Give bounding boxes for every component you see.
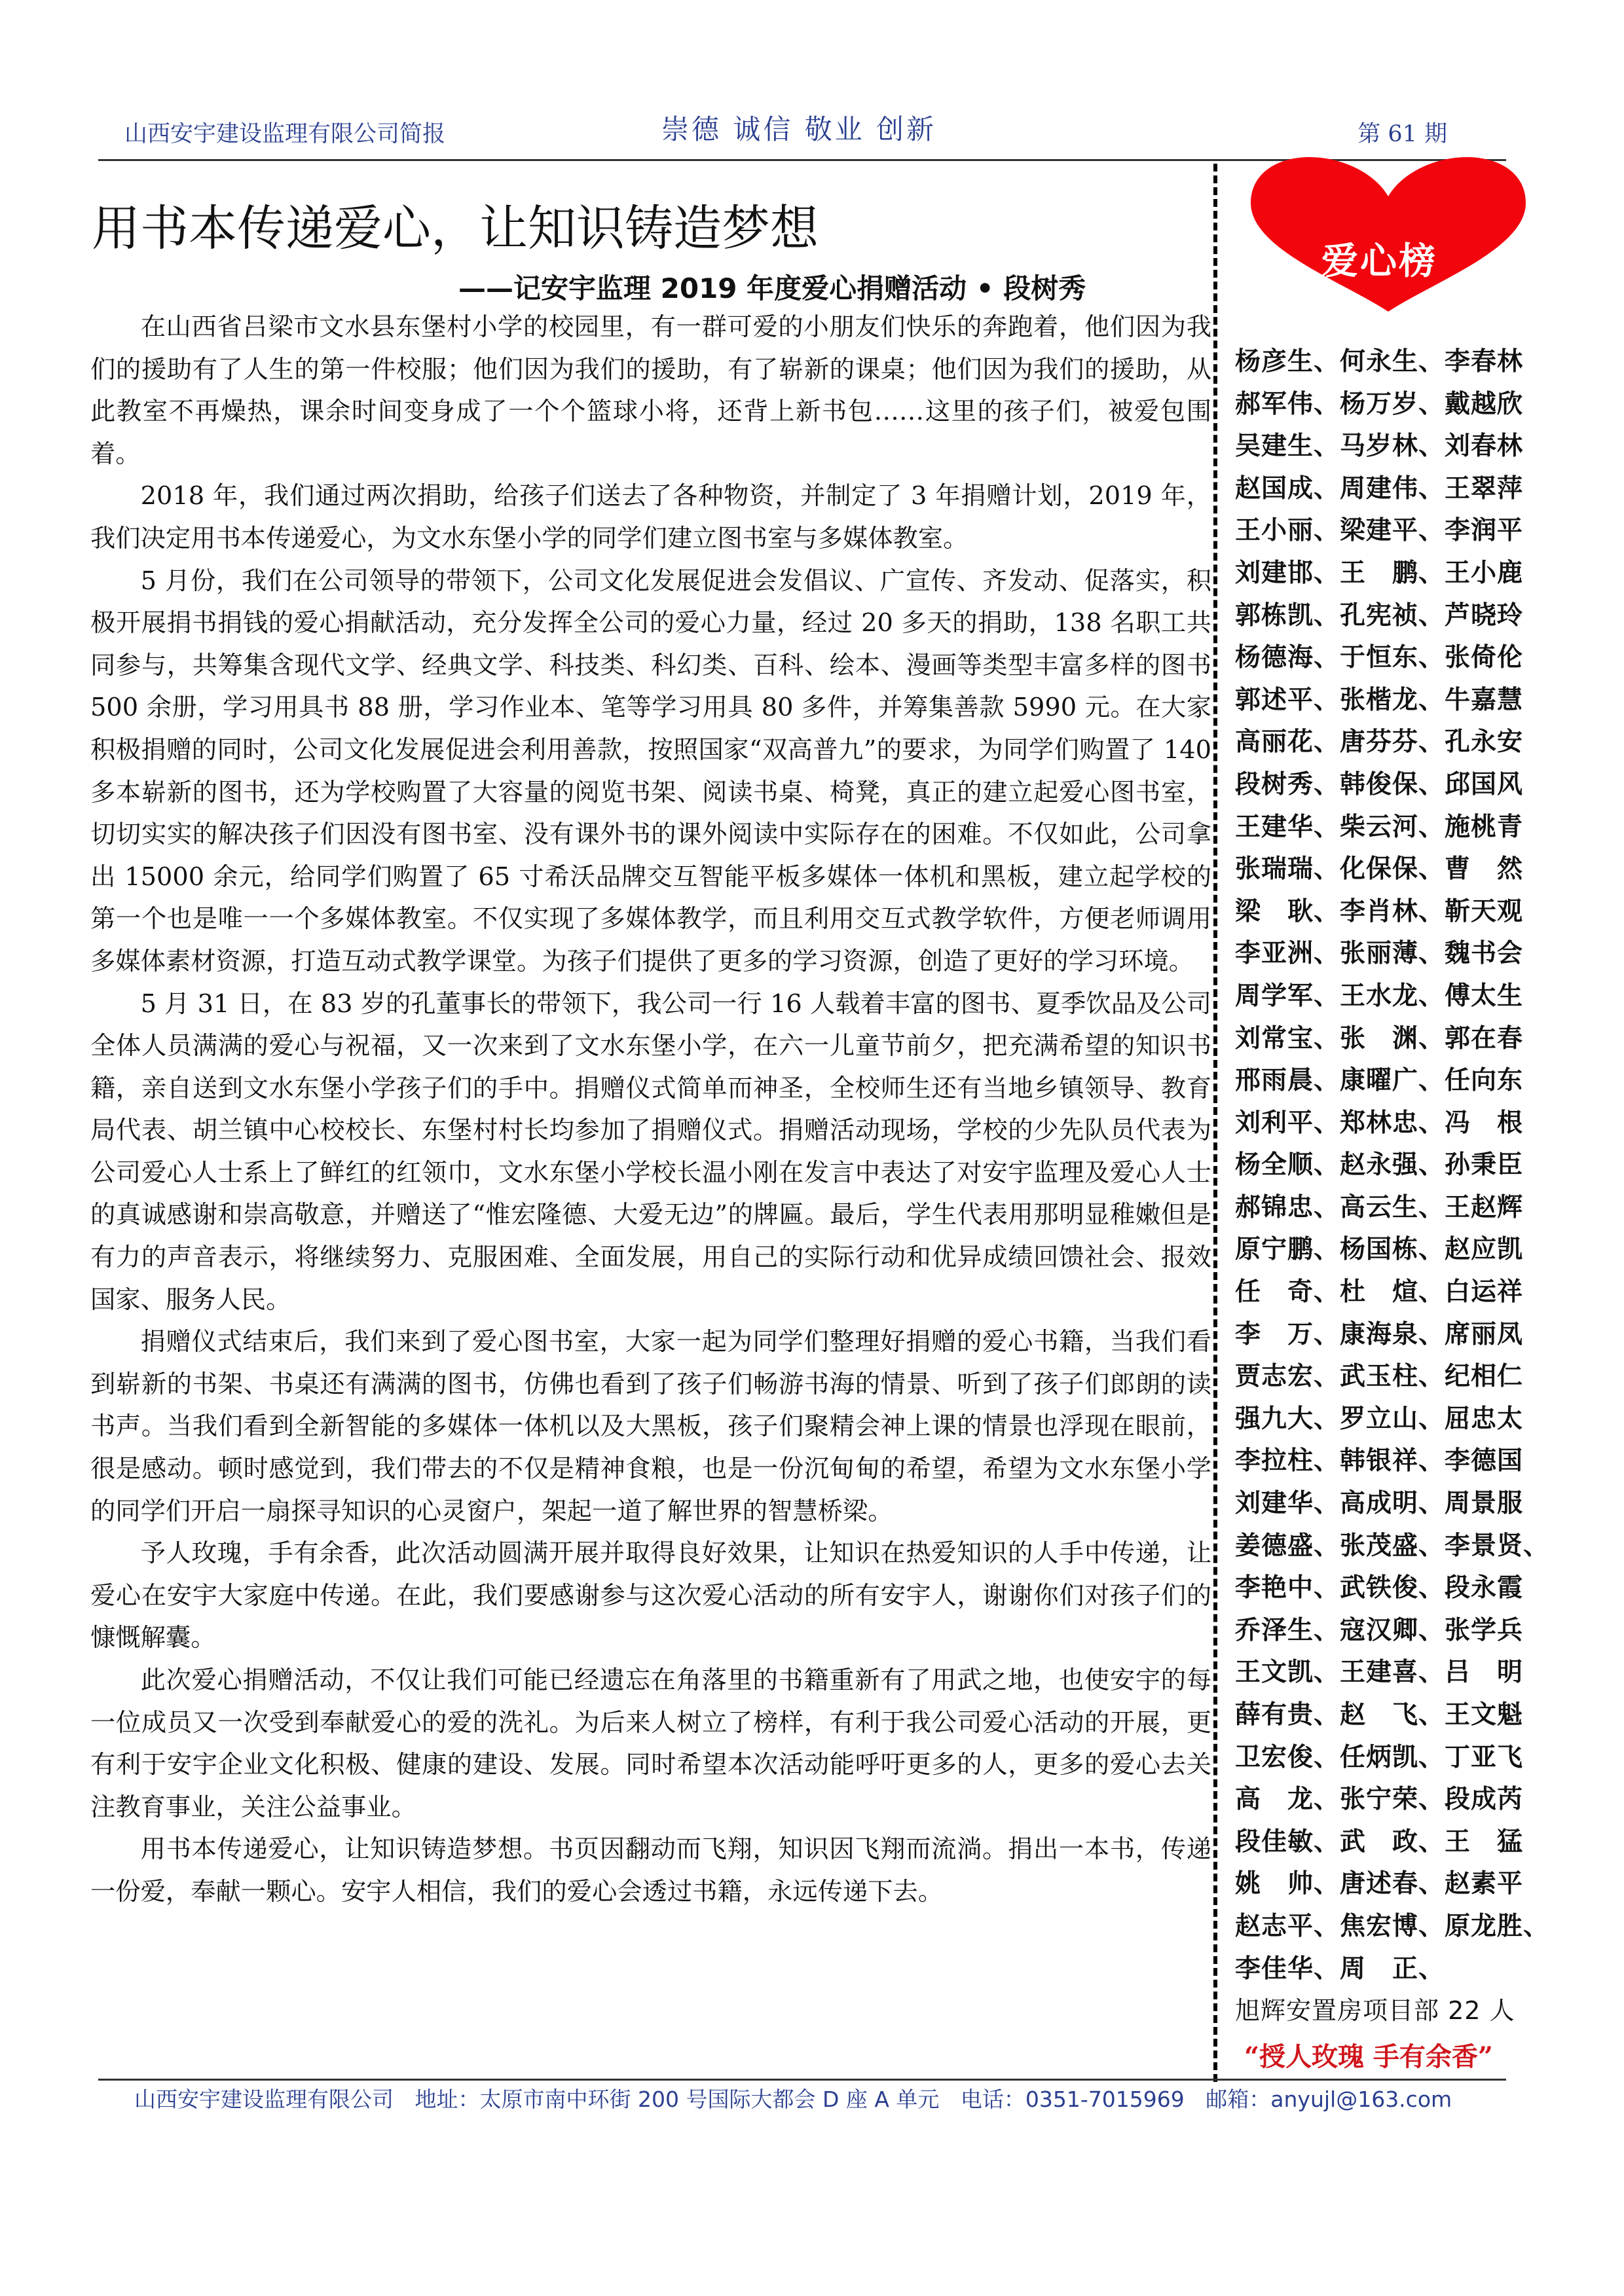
donor-row: 薛有贵、赵 飞、王文魁 — [1235, 1700, 1524, 1730]
donor-row: 刘建邯、王 鹏、王小鹿 — [1235, 557, 1524, 588]
donor-row: 郭述平、张楷龙、牛嘉慧 — [1235, 684, 1524, 715]
donor-row: 王小丽、梁建平、李润平 — [1235, 515, 1524, 546]
paragraph: 用书本传递爱心，让知识铸造梦想。书页因翻动而飞翔，知识因飞翔而流淌。捐出一本书，传递一份爱，奉献一颗心。安宇人相信，我们的爱心会透过书籍，永远传递下去。 — [90, 1834, 1211, 1906]
donor-row: 强九大、罗立山、屈忠太 — [1235, 1403, 1524, 1434]
column-divider — [1213, 164, 1217, 2082]
donor-row: 郭栋凯、孔宪祯、芦晓玲 — [1235, 600, 1524, 630]
donor-row: 刘常宝、张 渊、郭在春 — [1235, 1023, 1524, 1053]
motto: “授人玫瑰 手有余香” — [1244, 2041, 1493, 2072]
heart-label: 爱心榜 — [1321, 240, 1437, 283]
donor-row: 王建华、柴云河、施桃青 — [1235, 811, 1524, 842]
donor-row: 梁 耿、李肖林、靳天观 — [1235, 896, 1524, 926]
paragraph: 在山西省吕梁市文水县东堡村小学的校园里，有一群可爱的小朋友们快乐的奔跑着，他们因为我们的援助有了人生的第一件校服；他们因为我们的援助，有了崭新的课桌；他们因为我们的援助，从此教室不再燥热，课余时间变身成了一个个篮球小将，还背上新书包……这里的孩子们，被爱包围着。 — [90, 312, 1211, 469]
donor-row: 李艳中、武铁俊、段永霞 — [1235, 1573, 1524, 1603]
donor-row: 杨全顺、赵永强、孙秉臣 — [1235, 1150, 1524, 1180]
paragraph: 予人玫瑰，手有余香，此次活动圆满开展并取得良好效果，让知识在热爱知识的人手中传递，让爱心在安宇大家庭中传递。在此，我们要感谢参与这次爱心活动的所有安宇人，谢谢你们对孩子们的慷慨解囊。 — [90, 1539, 1211, 1653]
article-body — [90, 306, 1211, 1914]
donor-row: 高 龙、张宁荣、段成芮 — [1235, 1784, 1524, 1815]
donor-row: 姚 帅、唐述春、赵素平 — [1235, 1868, 1524, 1899]
donor-row: 高丽花、唐芬芬、孔永安 — [1235, 727, 1524, 757]
donor-row: 李 万、康海泉、席丽凤 — [1235, 1319, 1524, 1349]
donor-row: 刘利平、郑林忠、冯 根 — [1235, 1107, 1524, 1138]
donor-row: 任 奇、杜 煊、白运祥 — [1235, 1277, 1524, 1307]
donor-row: 贾志宏、武玉柱、纪相仁 — [1235, 1361, 1524, 1392]
donor-row: 王文凯、王建喜、吕 明 — [1235, 1657, 1524, 1688]
footer — [134, 2083, 1466, 2113]
project-team: 旭辉安置房项目部 22 人 — [1235, 1996, 1515, 2026]
donor-list — [1235, 340, 1576, 2032]
donor-row: 周学军、王水龙、傅太生 — [1235, 980, 1524, 1011]
paragraph: 2018 年，我们通过两次捐助，给孩子们送去了各种物资，并制定了 3 年捐赠计划，2019 年，我们决定用书本传递爱心，为文水东堡小学的同学们建立图书室与多媒体教室。 — [90, 481, 1211, 553]
paragraph: 捐赠仪式结束后，我们来到了爱心图书室，大家一起为同学们整理好捐赠的爱心书籍，当我们看到崭新的书架、书桌还有满满的图书，仿佛也看到了孩子们畅游书海的情景、听到了孩子们郎朗的读书声。当我们看到全新智能的多媒体一体机以及大黑板，孩子们聚精会神上课的情景也浮现在眼前，很是感动。顿时感觉到，我们带去的不仅是精神食粮，也是一份沉甸甸的希望，希望为文水东堡小学的同学们开启一扇探寻知识的心灵窗户，架起一道了解世界的智慧桥梁。 — [90, 1327, 1211, 1526]
paragraph: 此次爱心捐赠活动，不仅让我们可能已经遗忘在角落里的书籍重新有了用武之地，也使安宇的每一位成员又一次受到奉献爱心的爱的洗礼。为后来人树立了榜样，有利于我公司爱心活动的开展，更有利于安宇企业文化积极、健康的建设、发展。同时希望本次活动能呼吁更多的人，更多的爱心去关注教育事业，关注公益事业。 — [90, 1666, 1211, 1822]
donor-row: 段佳敏、武 政、王 猛 — [1235, 1826, 1524, 1857]
footer-email: 邮箱：anyujl@163.com — [1206, 2086, 1452, 2112]
donor-row: 乔泽生、寇汉卿、张学兵 — [1235, 1614, 1524, 1645]
donor-row: 李佳华、周 正、 — [1235, 1953, 1445, 1984]
donor-row: 李拉柱、韩银祥、李德国 — [1235, 1446, 1524, 1476]
donor-row: 邢雨晨、康曜广、任向东 — [1235, 1065, 1524, 1096]
donor-row: 杨彦生、何永生、李春林 — [1235, 346, 1524, 376]
paragraph: 5 月 31 日，在 83 岁的孔董事长的带领下，我公司一行 16 人载着丰富的图书、夏季饮品及公司全体人员满满的爱心与祝福，又一次来到了文水东堡小学，在六一儿童节前夕，把充满希望的知识书籍，亲自送到文水东堡小学孩子们的手中。捐赠仪式简单而神圣，全校师生还有当地乡镇领导、教育局代表、胡兰镇中心校校长、东堡村村长均参加了捐赠仪式。捐赠活动现场，学校的少先队员代表为公司爱心人士系上了鲜红的红领巾，文水东堡小学校长温小刚在发言中表达了对安宇监理及爱心人士的真诚感谢和崇高敬意，并赠送了“惟宏隆德、大爱无边”的牌匾。最后，学生代表用那明显稚嫩但是有力的声音表示，将继续努力、克服困难、全面发展，用自己的实际行动和优异成绩回馈社会、报效国家、服务人民。 — [90, 989, 1211, 1315]
issue-number: 第 61 期 — [1357, 121, 1447, 147]
donor-row: 原宁鹏、杨国栋、赵应凯 — [1235, 1234, 1524, 1265]
paragraph: 5 月份，我们在公司领导的带领下，公司文化发展促进会发倡议、广宣传、齐发动、促落实，积极开展捐书捐钱的爱心捐献活动，充分发挥全公司的爱心力量，经过 20 多天的捐助，138 名职工共同参与，共筹集含现代文学、经典文学、科技类、科幻类、百科、绘本、漫画等类型丰富多样的图书 500 余册，学习用具书 88 册，学习作业本、笔等学习用具 80 多件，并筹集善款 5990 元。在大家积极捐赠的同时，公司文化发展促进会利用善款，按照国家“双高普九”的要求，为同学们购置了 140 多本崭新的图书，还为学校购置了大容量的阅览书架、阅读书桌、椅凳，真正的建立起爱心图书室，切切实实的解决孩子们因没有图书室、没有课外书的课外阅读中实际存在的困难。不仅如此，公司拿出 15000 余元，给同学们购置了 65 寸希沃品牌交互智能平板多媒体一体机和黑板，建立起学校的第一个也是唯一一个多媒体教室。不仅实现了多媒体教学，而且利用交互式教学软件，方便老师调用多媒体素材资源，打造互动式教学课堂。为孩子们提供了更多的学习资源，创造了更好的学习环境。 — [90, 566, 1211, 976]
donor-row: 姜德盛、张茂盛、李景贤、 — [1235, 1530, 1550, 1561]
donor-row: 卫宏俊、任炳凯、丁亚飞 — [1235, 1741, 1524, 1772]
donor-row: 吴建生、马岁林、刘春林 — [1235, 431, 1524, 462]
donor-row: 赵国成、周建伟、王翠萍 — [1235, 473, 1524, 503]
donor-row: 郝锦忠、高云生、王赵辉 — [1235, 1192, 1524, 1222]
donor-row: 李亚洲、张丽薄、魏书会 — [1235, 938, 1524, 969]
publication-name: 山西安宇建设监理有限公司简报 — [124, 121, 446, 147]
footer-rule — [98, 2079, 1506, 2081]
footer-phone: 电话：0351-7015969 — [960, 2086, 1185, 2112]
donor-row: 赵志平、焦宏博、原龙胜、 — [1235, 1910, 1550, 1941]
donor-row: 杨德海、于恒东、张倚伦 — [1235, 642, 1524, 673]
donor-row: 张瑞瑞、化保保、曹 然 — [1235, 854, 1524, 884]
donor-row: 段树秀、韩俊保、邱国风 — [1235, 769, 1524, 799]
company-slogan: 崇德 诚信 敬业 创新 — [661, 113, 937, 145]
donor-row: 刘建华、高成明、周景服 — [1235, 1488, 1524, 1519]
article-subtitle: ——记安宇监理 2019 年度爱心捐赠活动 • 段树秀 — [458, 272, 1086, 304]
article-title: 用书本传递爱心，让知识铸造梦想 — [92, 200, 819, 257]
donor-row: 郝军伟、杨万岁、戴越欣 — [1235, 388, 1524, 419]
newsletter-header — [124, 108, 1506, 159]
footer-company: 山西安宇建设监理有限公司 — [134, 2086, 394, 2112]
footer-address: 地址：太原市南中环街 200 号国际大都会 D 座 A 单元 — [415, 2086, 940, 2112]
